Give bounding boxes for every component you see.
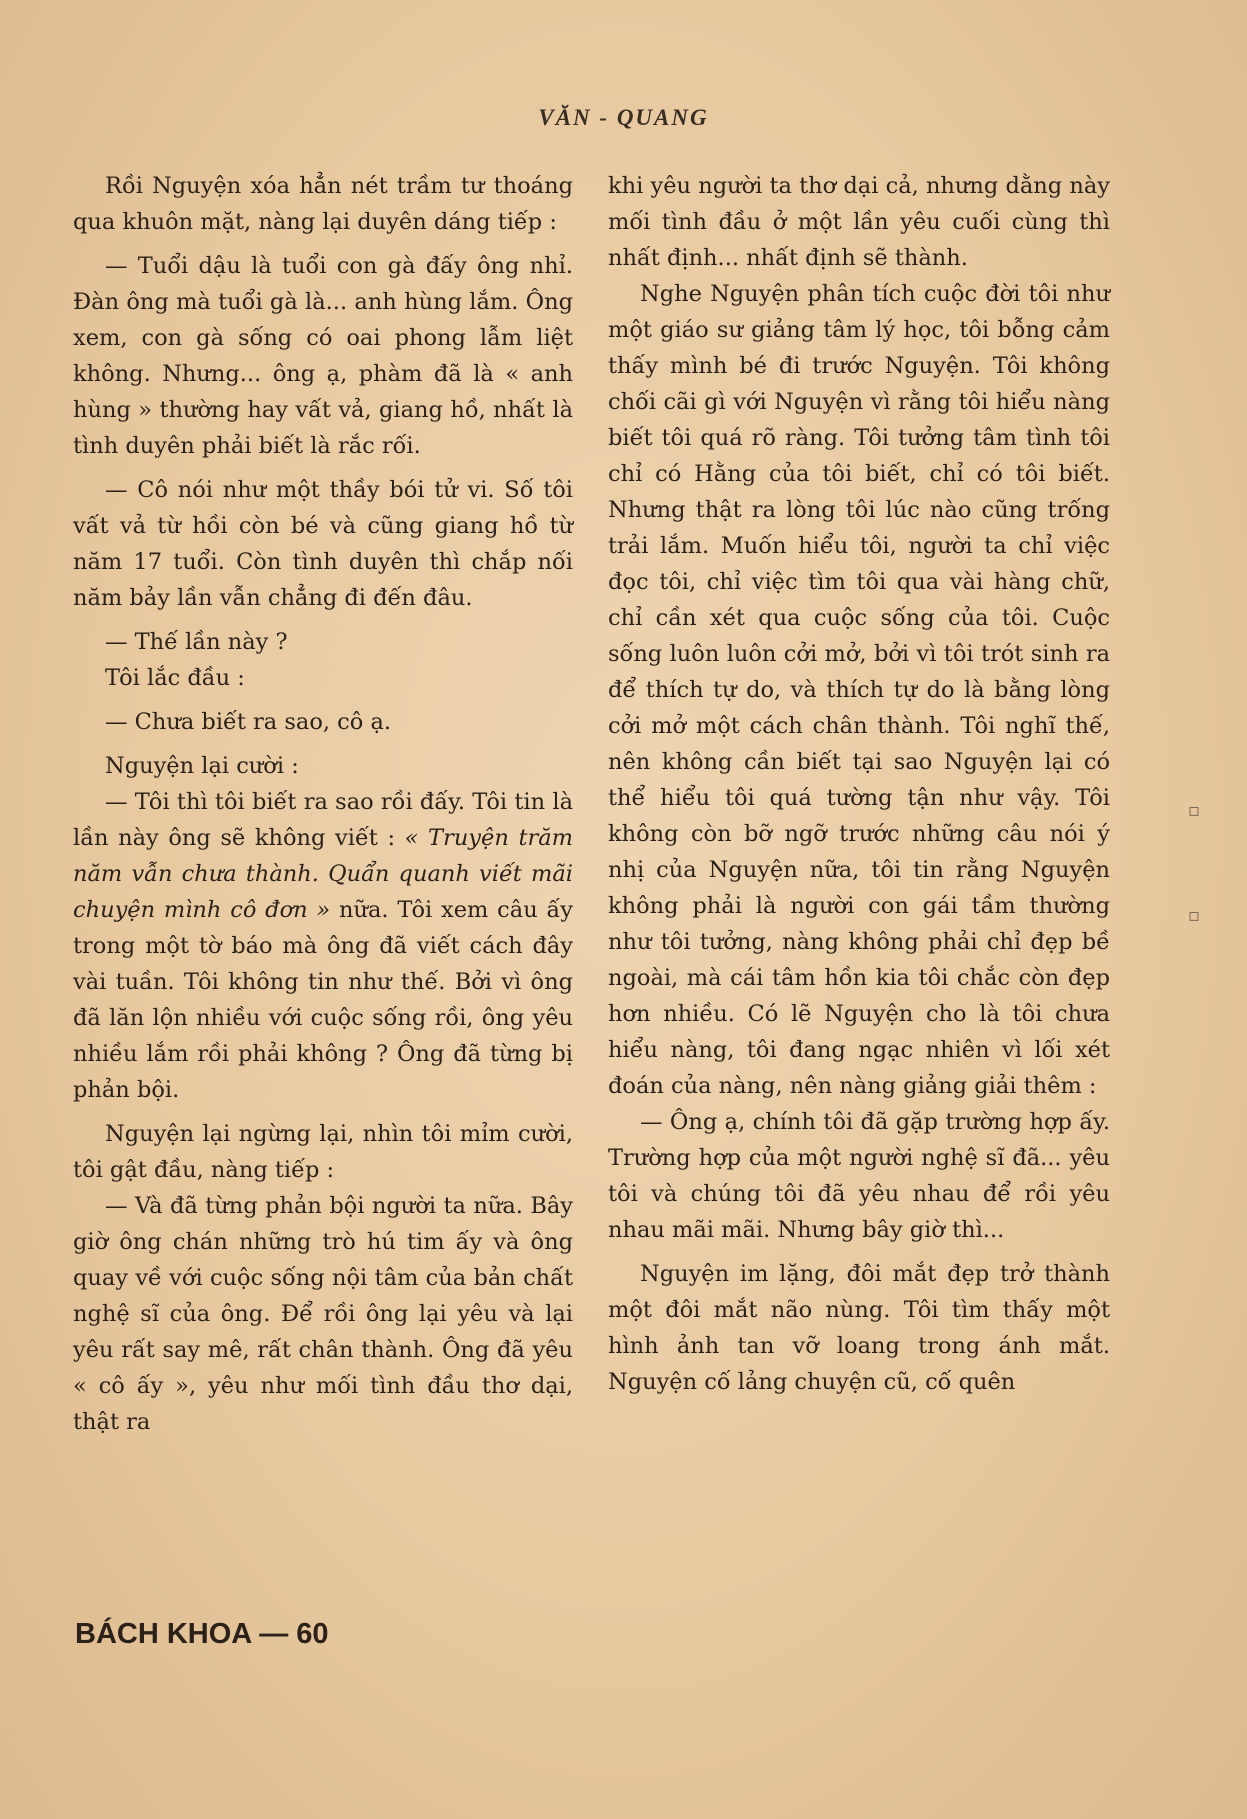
quoted-verse: « Truyện trăm năm vẫn chưa thành. Quẩn quanh viết mãi chuyện mình cô đơn » — [73, 825, 573, 923]
margin-mark: ▫ — [1188, 800, 1201, 821]
paragraph: Tôi lắc đầu : — [105, 665, 245, 691]
paragraph: — Và đã từng phản bội người ta nữa. Bây giờ ông chán những trò hú tim ấy và ông quay về với cuộc sống nội tâm của bản chất nghệ sĩ của ông. Để rồi ông lại yêu và lại yêu rất say mê, rất chân thành. Ông đã yêu « cô ấy », yêu như mối tình đầu thơ dại, thật ra — [73, 1193, 573, 1435]
running-header: VĂN - QUANG — [538, 105, 709, 130]
paragraph: — Thế lần này ? — [105, 629, 288, 655]
paragraph: khi yêu người ta thơ dại cả, nhưng dằng này mối tình đầu ở một lần yêu cuối cùng thì nhất định... nhất định sẽ thành. — [608, 173, 1110, 271]
paragraph: Nguyện lại ngừng lại, nhìn tôi mỉm cười, tôi gật đầu, nàng tiếp : — [73, 1121, 573, 1183]
paragraph: Rồi Nguyện xóa hẳn nét trầm tư thoáng qua khuôn mặt, nàng lại duyên dáng tiếp : — [73, 173, 573, 235]
paragraph: — Ông ạ, chính tôi đã gặp trường hợp ấy. Trường hợp của một người nghệ sĩ đã... yêu tôi và chúng tôi đã yêu nhau để rồi yêu nhau mãi mãi. Nhưng bây giờ thì... — [608, 1109, 1110, 1243]
page-footer: BÁCH KHOA — 60 — [75, 1618, 329, 1650]
paragraph: — Tuổi dậu là tuổi con gà đấy ông nhỉ. Đàn ông mà tuổi gà là... anh hùng lắm. Ông xem, con gà sống có oai phong lẫm liệt không. Nhưng... ông ạ, phàm đã là « anh hùng » thường hay vất vả, giang hồ, nhất là tình duyên phải biết là rắc rối. — [73, 253, 573, 459]
left-column — [73, 168, 573, 1440]
paragraph-text: — Tôi thì tôi biết ra sao rồi đấy. Tôi tin là lần này ông sẽ không viết : — [73, 789, 573, 851]
margin-mark: ▫ — [1188, 905, 1201, 926]
paragraph: Nghe Nguyện phân tích cuộc đời tôi như một giáo sư giảng tâm lý học, tôi bỗng cảm thấy mình bé đi trước Nguyện. Tôi không chối cãi gì với Nguyện vì rằng tôi hiểu nàng biết tôi quá rõ ràng. Tôi tưởng tâm tình tôi chỉ có Hằng của tôi biết, chỉ có tôi biết. Nhưng thật ra lòng tôi lúc nào cũng trống trải lắm. Muốn hiểu tôi, người ta chỉ việc đọc tôi, chỉ việc tìm tôi qua vài hàng chữ, chỉ cần xét qua cuộc sống của tôi. Cuộc sống luôn luôn cởi mở, bởi vì tôi trót sinh ra để thích tự do, và thích tự do là bằng lòng cởi mở một cách chân thành. Tôi nghĩ thế, nên không cần biết tại sao Nguyện lại có thể hiểu tôi quá tường tận như vậy. Tôi không còn bỡ ngỡ trước những câu nói ý nhị của Nguyện nữa, tôi tin rằng Nguyện không phải là người con gái tầm thường như tôi tưởng, nàng không phải chỉ đẹp bề ngoài, mà cái tâm hồn kia tôi chắc còn đẹp hơn nhiều. Có lẽ Nguyện cho là tôi chưa hiểu nàng, tôi đang ngạc nhiên vì lối xét đoán của nàng, nên nàng giảng giải thêm : — [608, 281, 1110, 1099]
paragraph-text: nữa. Tôi xem câu ấy trong một tờ báo mà ông đã viết cách đây vài tuần. Tôi không tin như thế. Bởi vì ông đã lăn lộn nhiều với cuộc sống rồi, ông yêu nhiều lắm rồi phải không ? Ông đã từng bị phản bội. — [73, 897, 573, 1103]
paragraph: — Cô nói như một thầy bói tử vi. Số tôi vất vả từ hồi còn bé và cũng giang hồ từ năm 17 tuổi. Còn tình duyên thì chắp nối năm bảy lần vẫn chẳng đi đến đâu. — [73, 477, 573, 611]
paragraph-with-quote — [73, 784, 573, 1108]
paragraph: — Chưa biết ra sao, cô ạ. — [105, 709, 392, 735]
right-column — [608, 168, 1110, 1400]
paragraph: Nguyện im lặng, đôi mắt đẹp trở thành một đôi mắt não nùng. Tôi tìm thấy một hình ảnh tan vỡ loang trong ánh mắt. Nguyện cố lảng chuyện cũ, cố quên — [608, 1261, 1110, 1395]
paragraph: Nguyện lại cười : — [105, 753, 299, 779]
